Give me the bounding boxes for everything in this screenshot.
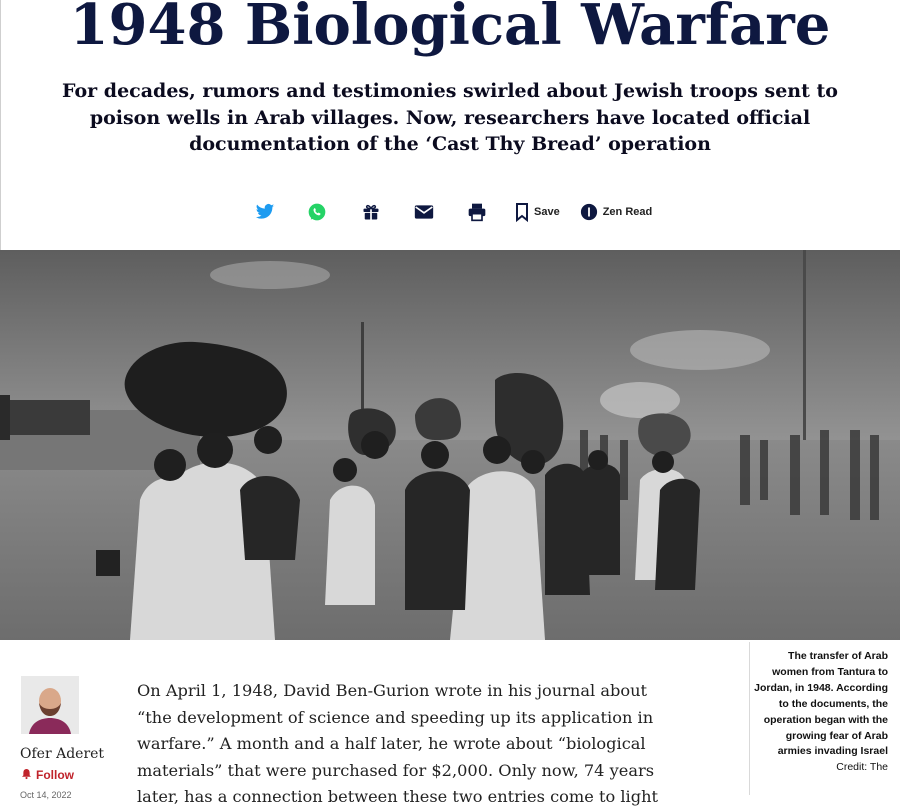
photo-caption bbox=[752, 649, 888, 776]
gift-article-button[interactable] bbox=[361, 202, 381, 222]
hero-photo-illustration bbox=[0, 250, 900, 640]
caption-divider bbox=[749, 642, 750, 795]
caption-text: The transfer of Arab women from Tantura to Jordan, in 1948. According to the documents, the operation began with the growing fear of Arab armies invading Israel bbox=[754, 650, 888, 758]
follow-label: Follow bbox=[36, 768, 74, 782]
hero-photo bbox=[0, 250, 900, 640]
gift-icon bbox=[361, 202, 381, 222]
avatar[interactable] bbox=[21, 676, 79, 734]
article-subheadline: For decades, rumors and testimonies swirled about Jewish troops sent to poison wells in Arab villages. Now, researchers have located official documentation of the ‘Cast Thy Bread’ operation bbox=[62, 80, 838, 155]
share-toolbar bbox=[254, 198, 652, 226]
twitter-share-button[interactable] bbox=[254, 202, 276, 222]
zen-read-icon bbox=[580, 203, 598, 221]
twitter-icon bbox=[254, 202, 276, 222]
author-name[interactable]: Ofer Aderet bbox=[20, 746, 105, 762]
zen-read-button[interactable] bbox=[580, 203, 653, 221]
author-block bbox=[20, 676, 130, 800]
zen-read-label: Zen Read bbox=[602, 206, 653, 218]
whatsapp-icon bbox=[307, 202, 327, 222]
bookmark-icon bbox=[515, 202, 529, 222]
mail-icon bbox=[414, 203, 434, 221]
email-share-button[interactable] bbox=[414, 203, 434, 221]
save-button[interactable] bbox=[515, 202, 560, 222]
follow-button[interactable] bbox=[20, 768, 130, 782]
save-label: Save bbox=[534, 206, 560, 218]
caption-credit: Credit: The bbox=[836, 761, 888, 774]
publish-date: Oct 14, 2022 bbox=[20, 790, 72, 800]
bell-icon bbox=[20, 768, 36, 782]
article-body: On April 1, 1948, David Ben-Gurion wrote in his journal about “the development of science and speeding up its application in warfare.” A month and a half later, he wrote about “biological materials” that were purchased for $2,000. Only now, 74 years later, has a connection between these two entries come to light bbox=[137, 681, 659, 806]
print-icon bbox=[467, 202, 487, 222]
whatsapp-share-button[interactable] bbox=[307, 202, 327, 222]
article-headline: 1948 Biological Warfare bbox=[69, 0, 831, 58]
print-button[interactable] bbox=[467, 202, 487, 222]
